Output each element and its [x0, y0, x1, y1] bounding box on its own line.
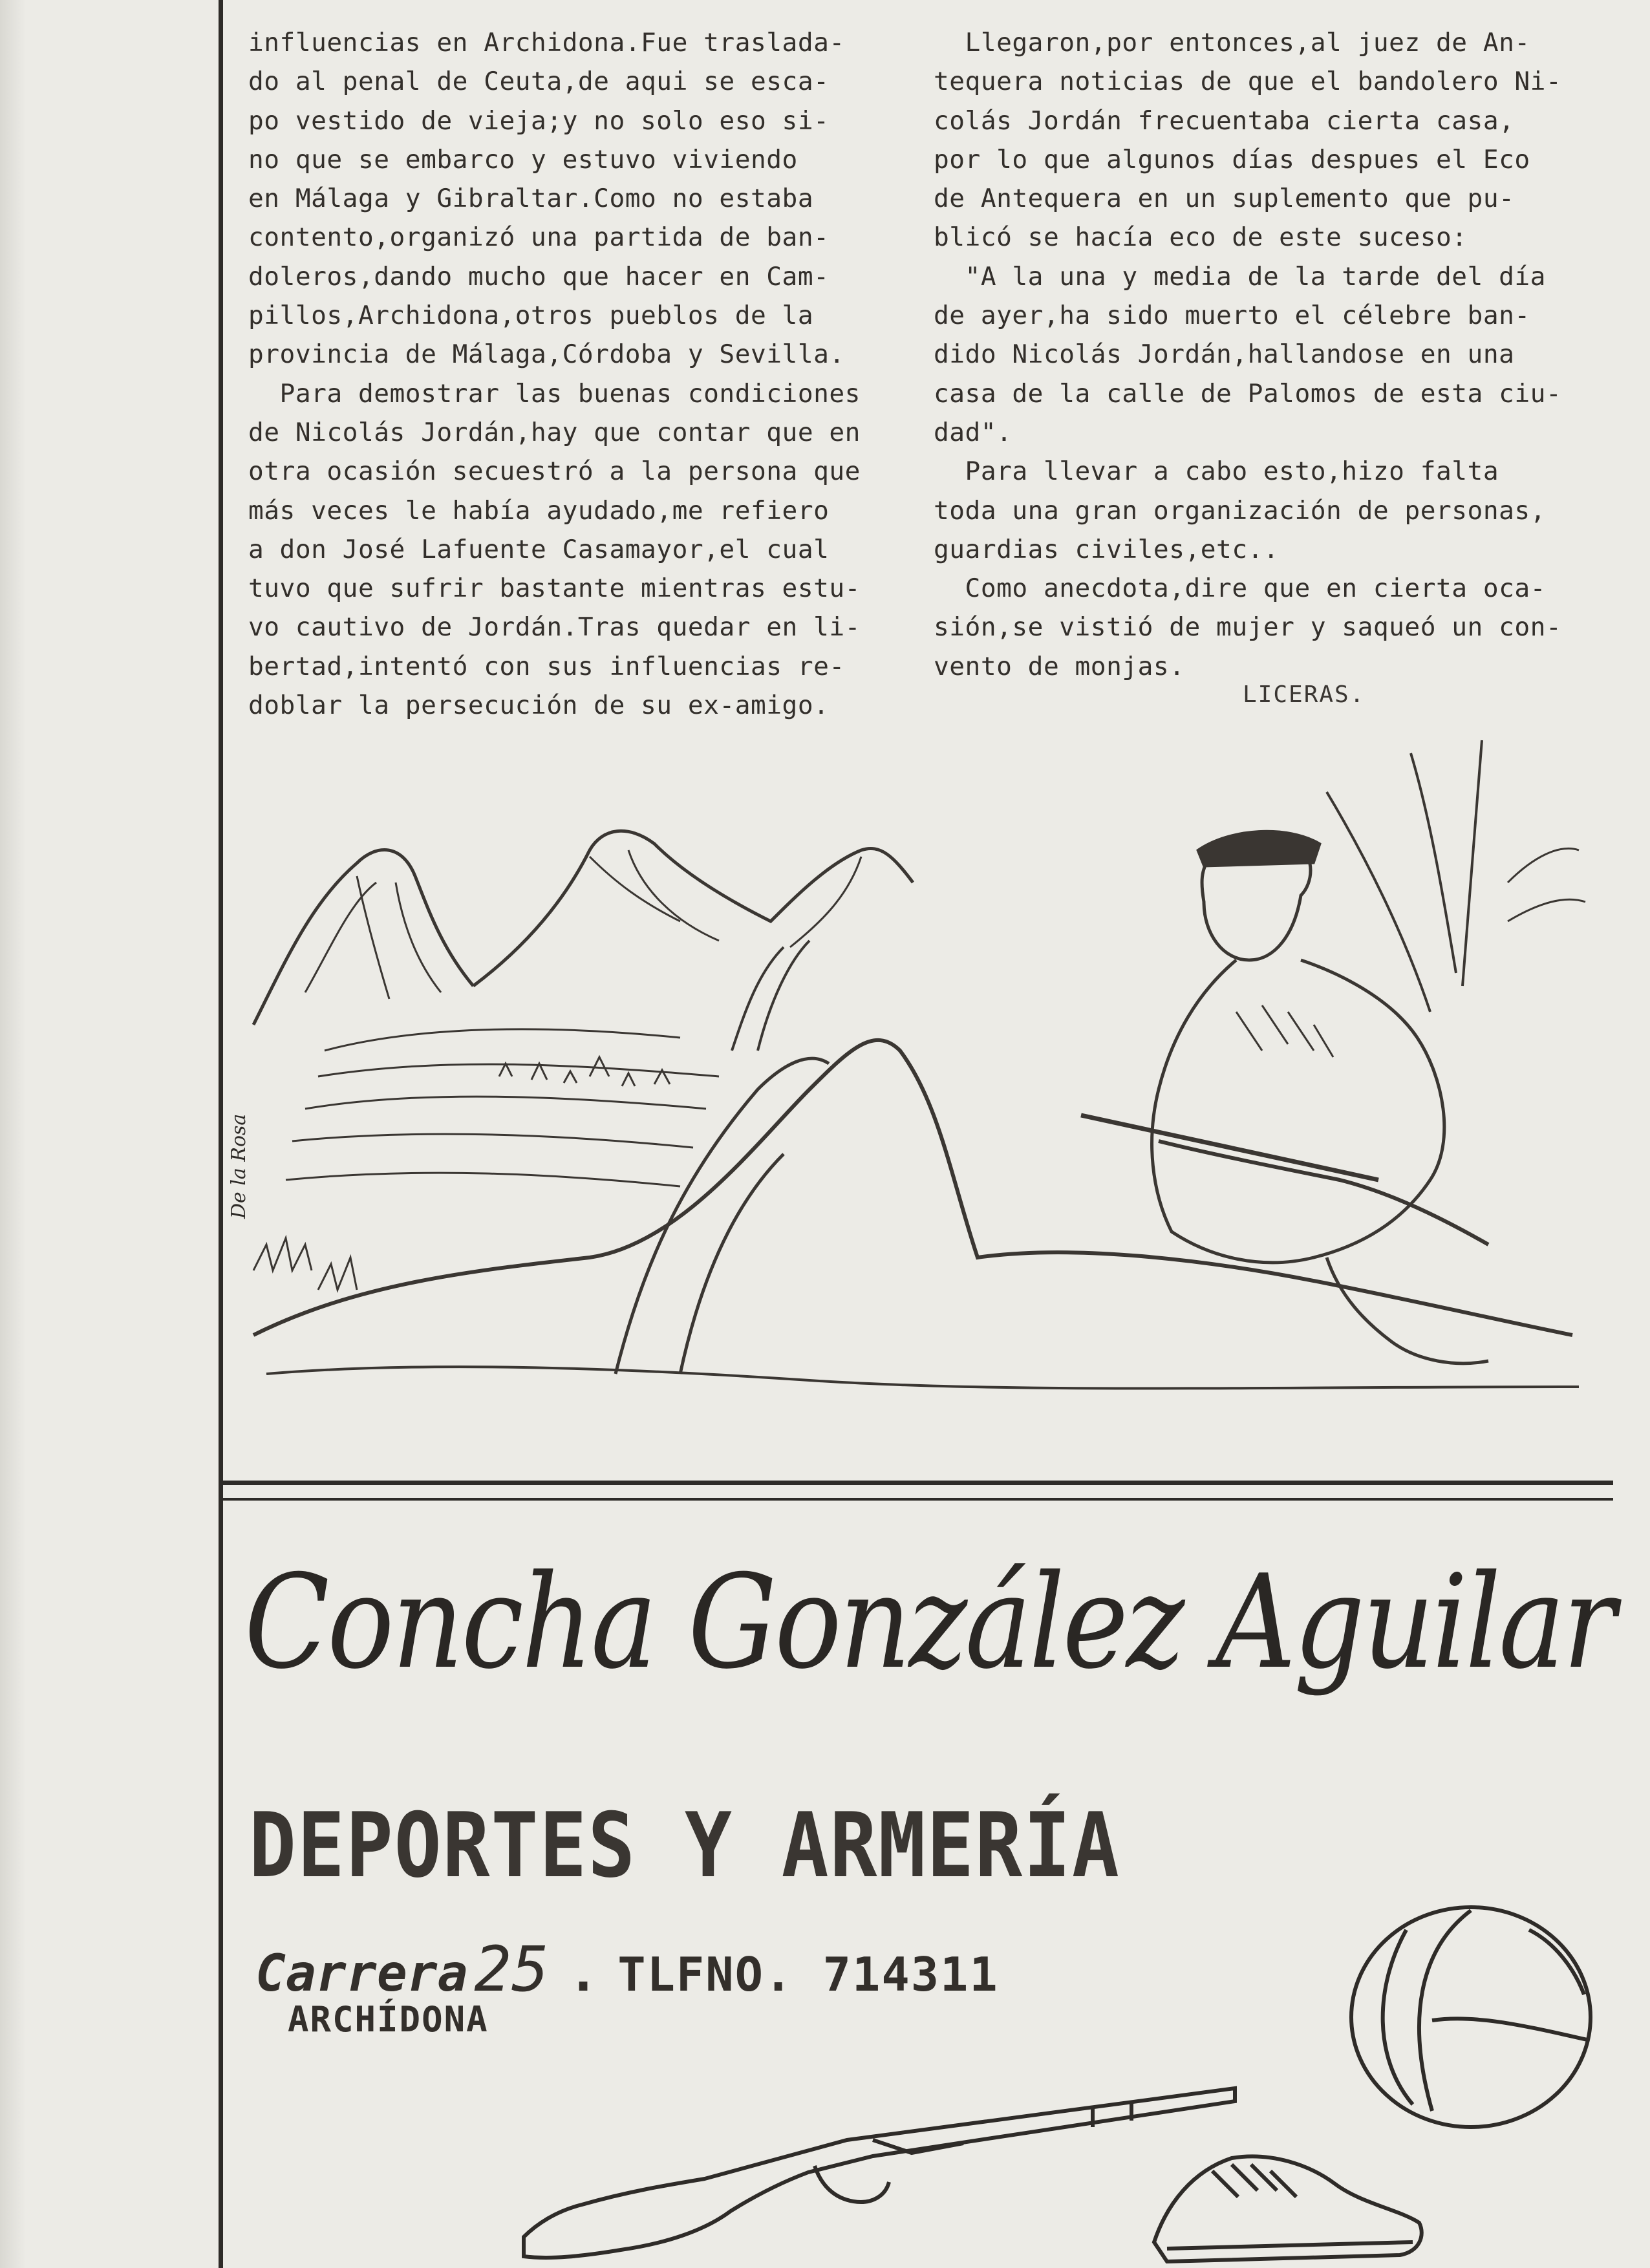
article-line: vo cautivo de Jordán.Tras quedar en li- [248, 612, 861, 643]
article-line: por lo que algunos días despues el Eco [934, 144, 1530, 175]
article-line: casa de la calle de Palomos de esta ciu- [934, 378, 1562, 409]
article-line: más veces le había ayudado,me refiero [248, 495, 830, 526]
article-line: doleros,dando mucho que hacer en Cam- [248, 261, 830, 292]
article-line: de ayer,ha sido muerto el célebre ban- [934, 301, 1530, 331]
town-hatching [286, 1029, 719, 1186]
article-right-column [934, 23, 1587, 686]
advertiser-name: Concha González Aguilar [244, 1547, 1614, 1698]
article-line: bertad,intentó con sus influencias re- [248, 651, 845, 681]
article-line: Como anecdota,dire que en cierta oca- [934, 573, 1546, 604]
article-line: Para llevar a cabo esto,hizo falta [934, 456, 1499, 487]
article-line: do al penal de Ceuta,de aqui se esca- [248, 67, 830, 97]
article-line: no que se embarco y estuvo viviendo [248, 144, 798, 175]
sneaker-icon [1141, 2145, 1432, 2268]
address-street: Carrera [255, 1945, 468, 2003]
page-edge-shadow [0, 0, 26, 2268]
article-line: de Nicolás Jordán,hay que contar que en [248, 417, 861, 447]
advertiser-address [255, 1933, 999, 2006]
article-line: Para demostrar las buenas condiciones [248, 378, 861, 409]
article-line: en Málaga y Gibraltar.Como no estaba [248, 184, 814, 214]
article-line: colás Jordán frecuentaba cierta casa, [934, 105, 1515, 136]
article-line: tuvo que sufrir bastante mientras estu- [248, 573, 861, 604]
artist-signature-text: De la Rosa [228, 1113, 250, 1219]
article-line: de Antequera en un suplemento que pu- [934, 184, 1515, 214]
article-line: toda una gran organización de personas, [934, 495, 1546, 526]
article-line: guardias civiles,etc.. [934, 534, 1280, 564]
article-line: vento de monjas. [934, 651, 1185, 681]
mountain-peak-left [253, 850, 473, 1025]
tree-trunk [616, 1058, 829, 1374]
section-divider-thick [223, 1481, 1613, 1485]
article-line: po vestido de vieja;y no solo eso si- [248, 105, 830, 136]
vertical-column-rule [219, 0, 223, 2268]
foreground-rocks [253, 1040, 1572, 1335]
article-line: dido Nicolás Jordán,hallandose en una [934, 339, 1515, 370]
mountain-peak-center [473, 831, 913, 986]
address-number: 25 [474, 1933, 549, 2006]
phone-number: TLFNO. 714311 [617, 1947, 999, 2002]
article-line: otra ocasión secuestró a la persona que [248, 456, 861, 487]
artist-signature [228, 1057, 253, 1225]
town-name: ARCHÍDONA [288, 1999, 489, 2040]
address-separator: . [568, 1945, 599, 2003]
article-line: "A la una y media de la tarde del día [934, 261, 1546, 292]
rifle-in-illustration [1081, 1115, 1378, 1180]
article-line: influencias en Archidona.Fue traslada- [248, 28, 845, 58]
business-type: DEPORTES Y ARMERÍA [249, 1793, 1120, 1898]
article-line: contento,organizó una partida de ban- [248, 222, 830, 253]
article-line: dad". [934, 417, 1012, 447]
article-line: tequera noticias de que el bandolero Ni- [934, 67, 1562, 97]
article-line: pillos,Archidona,otros pueblos de la [248, 301, 814, 331]
bandit-landscape-illustration [228, 689, 1592, 1464]
article-line: blicó se hacía eco de este suceso: [934, 222, 1468, 253]
article-line: sión,se vistió de mujer y saqueó un con- [934, 612, 1562, 643]
article-left-column [248, 23, 888, 725]
article-author-signature: LICERAS. [1243, 681, 1366, 708]
article-line: a don José Lafuente Casamayor,el cual [248, 534, 830, 564]
article-line: provincia de Málaga,Córdoba y Sevilla. [248, 339, 845, 370]
section-divider-thin [223, 1498, 1613, 1501]
article-line: doblar la persecución de su ex-amigo. [248, 690, 830, 721]
article-line: Llegaron,por entonces,al juez de An- [934, 28, 1530, 58]
basketball-icon [1335, 1891, 1607, 2150]
